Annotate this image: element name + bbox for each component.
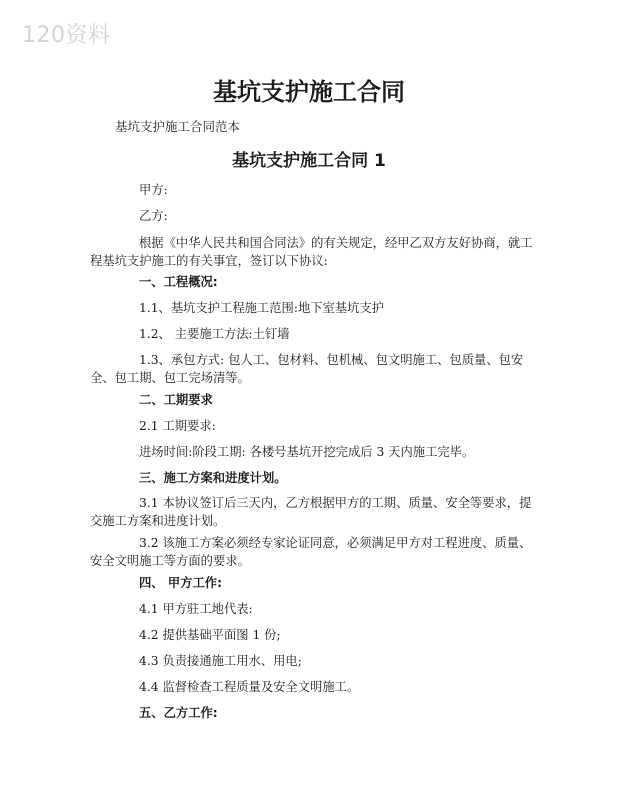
- clause-2-1: 2.1 工期要求:: [139, 419, 216, 433]
- section-heading-1: 一、工程概况:: [139, 275, 218, 289]
- contract-heading: 基坑支护施工合同 1: [232, 151, 386, 171]
- document-title: 基坑支护施工合同: [213, 78, 405, 106]
- section-heading-4: 四、 甲方工作:: [139, 576, 222, 590]
- clause-4-2: 4.2 提供基础平面图 1 份;: [139, 628, 281, 642]
- watermark: 120资料: [22, 23, 111, 48]
- intro-paragraph: 根据《中华人民共和国合同法》的有关规定，经甲乙双方友好协商，就工程基坑支护施工的有关事宜，签订以下协议:: [90, 236, 533, 268]
- party-b-line: 乙方:: [139, 209, 168, 223]
- clause-1-1: 1.1、基坑支护工程施工范围:地下室基坑支护: [139, 301, 385, 315]
- clause-4-3: 4.3 负责接通施工用水、用电;: [139, 654, 302, 668]
- clause-4-4: 4.4 监督检查工程质量及安全文明施工。: [139, 680, 360, 694]
- clause-1-3: 1.3、承包方式: 包人工、包材料、包机械、包文明施工、包质量、包安全、包工期、包工完场清等。: [90, 353, 524, 385]
- section-heading-5: 五、乙方工作:: [139, 706, 218, 720]
- clause-2-2: 进场时间:阶段工期: 各楼号基坑开挖完成后 3 天内施工完毕。: [139, 445, 475, 459]
- clause-4-1: 4.1 甲方驻工地代表:: [139, 602, 253, 616]
- clause-3-1: 3.1 本协议签订后三天内，乙方根据甲方的工期、质量、安全等要求，提交施工方案和进度计划。: [90, 496, 532, 528]
- document-subtitle: 基坑支护施工合同范本: [115, 119, 241, 134]
- clause-3-2: 3.2 该施工方案必须经专家论证同意，必须满足甲方对工程进度、质量、安全文明施工等方面的要求。: [90, 536, 532, 568]
- section-heading-2: 二、工期要求: [139, 393, 213, 407]
- section-heading-3: 三、施工方案和进度计划。: [139, 471, 287, 485]
- clause-1-2: 1.2、 主要施工方法:土钉墙: [139, 327, 290, 341]
- party-a-line: 甲方:: [139, 183, 168, 197]
